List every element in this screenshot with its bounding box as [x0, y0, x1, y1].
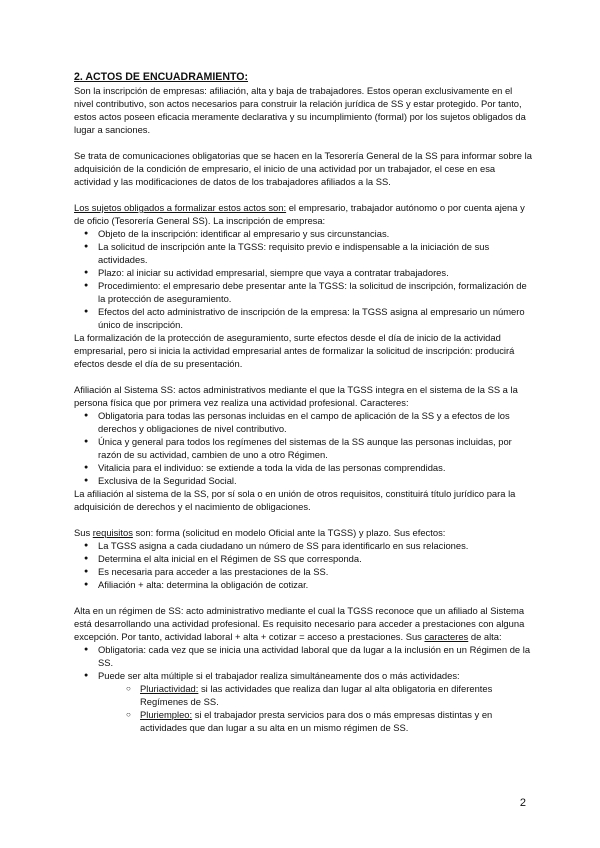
paragraph-text: Alta en un régimen de SS: acto administrativo mediante el cual la TGSS reconoce que un afiliado al Sistema está desarrollando una actividad profesional. Es requisito necesario para acceder a prestaciones con alguna excepción. Por tanto, actividad laboral + alta + cotizar = acceso a prestaciones. Sus: [74, 605, 525, 642]
paragraph-text: de alta:: [468, 631, 502, 642]
paragraph-obligated-subjects: [74, 201, 532, 227]
affiliation-characters-list: [74, 409, 532, 487]
page-number: 2: [519, 797, 526, 809]
list-item: ● Es necesaria para acceder a las prestaciones de la SS.: [74, 565, 532, 578]
paragraph-formalization: La formalización de la protección de aseguramiento, surte efectos desde el día de inicio de la actividad empresarial, pero si inicia la actividad empresarial antes de formalizar la solicitud de inscripción: producirá efectos desde el día de su presentación.: [74, 332, 515, 369]
company-inscription-list: [74, 227, 532, 331]
underlined-phrase: Los sujetos obligados a formalizar estos actos son:: [74, 202, 287, 213]
paragraph-intro: Son la inscripción de empresas: afiliación, alta y baja de trabajadores. Estos operan exclusivamente en el nivel contributivo, son actos necesarios para construir la relación jurídica de SS y estar protegido. Por tanto, estos actos poseen eficacia meramente declarativa y su incumplimiento (formal) por los sujetos obligados da lugar a sanciones.: [74, 85, 526, 135]
list-item: ● Única y general para todos los regímenes del sistemas de la SS aunque las personas incluidas, por razón de su actividad, cambien de uno a otro Régimen.: [74, 435, 532, 461]
list-item: ● Efectos del acto administrativo de inscripción de la empresa: la TGSS asigna al empresario un número único de inscripción.: [74, 305, 532, 331]
paragraph-text: son: forma (solicitud en modelo Oficial ante la TGSS) y plazo. Sus efectos:: [132, 527, 446, 538]
multiple-alta-sublist: [98, 682, 532, 734]
paragraph-alta: [74, 604, 532, 643]
list-item: ● Vitalicia para el individuo: se extiende a toda la vida de las personas comprendidas.: [74, 461, 532, 474]
paragraph-communications: Se trata de comunicaciones obligatorias que se hacen en la Tesorería General de la SS para informar sobre la adquisición de la condición de empresario, el inicio de una actividad por un trabajador, el cese en esa actividad y las modificaciones de datos de los trabajadores afiliados a la SS.: [74, 150, 532, 187]
paragraph-text: el empresario, trabajador autónomo o por cuenta ajena y de oficio (Tesorería General SS). La inscripción de empresa:: [74, 202, 525, 226]
affiliation-effects-list: [74, 539, 532, 591]
sublist-item: [116, 708, 532, 734]
list-item: ● Procedimiento: el empresario debe presentar ante la TGSS: la solicitud de inscripción, formalización de la protección de aseguramiento.: [74, 279, 532, 305]
list-item: ● Plazo: al iniciar su actividad empresarial, siempre que vaya a contratar trabajadores.: [74, 266, 532, 279]
underlined-word: caracteres: [424, 631, 469, 642]
paragraph-text: Sus: [74, 527, 93, 538]
sublist-item: [116, 682, 532, 708]
list-item: [74, 669, 532, 734]
list-item: ● Afiliación + alta: determina la obligación de cotizar.: [74, 578, 532, 591]
list-item: ● Objeto de la inscripción: identificar al empresario y sus circunstancias.: [74, 227, 532, 240]
term-pluriempleo: Pluriempleo:: [140, 709, 193, 720]
list-item: ● Obligatoria: cada vez que se inicia una actividad laboral que da lugar a la inclusión en un Régimen de la SS.: [74, 643, 532, 669]
document-page: [74, 70, 532, 734]
list-item: ● La solicitud de inscripción ante la TGSS: requisito previo e indispensable a la iniciación de sus actividades.: [74, 240, 532, 266]
alta-characters-list: [74, 643, 532, 734]
list-item: ● Determina el alta inicial en el Régimen de SS que corresponda.: [74, 552, 532, 565]
list-item: ● Exclusiva de la Seguridad Social.: [74, 474, 532, 487]
underlined-word: requisitos: [92, 527, 133, 538]
list-item: ● La TGSS asigna a cada ciudadano un número de SS para identificarlo en sus relaciones.: [74, 539, 532, 552]
section-title: 2. ACTOS DE ENCUADRAMIENTO:: [74, 71, 249, 83]
list-item: ● Obligatoria para todas las personas incluidas en el campo de aplicación de la SS y a efectos de los derechos y obligaciones de nivel contributivo.: [74, 409, 532, 435]
term-pluriactividad: Pluriactividad:: [140, 683, 199, 694]
paragraph-requirements: [74, 526, 532, 539]
sublist-item-text: si las actividades que realiza dan lugar al alta obligatoria en diferentes Regímenes de SS.: [140, 683, 493, 707]
paragraph-affiliation: Afiliación al Sistema SS: actos administrativos mediante el que la TGSS integra en el sistema de la SS a la persona física que por primera vez realiza una actividad profesional. Caracteres:: [74, 384, 518, 408]
paragraph-affiliation-title: La afiliación al sistema de la SS, por sí sola o en unión de otros requisitos, constituirá título jurídico para la adquisición de derechos y el nacimiento de obligaciones.: [74, 488, 516, 512]
list-item-text: Puede ser alta múltiple si el trabajador realiza simultáneamente dos o más actividades:: [98, 670, 460, 681]
sublist-item-text: si el trabajador presta servicios para dos o más empresas distintas y en actividades que dan lugar a su alta en un mismo régimen de SS.: [140, 709, 493, 733]
